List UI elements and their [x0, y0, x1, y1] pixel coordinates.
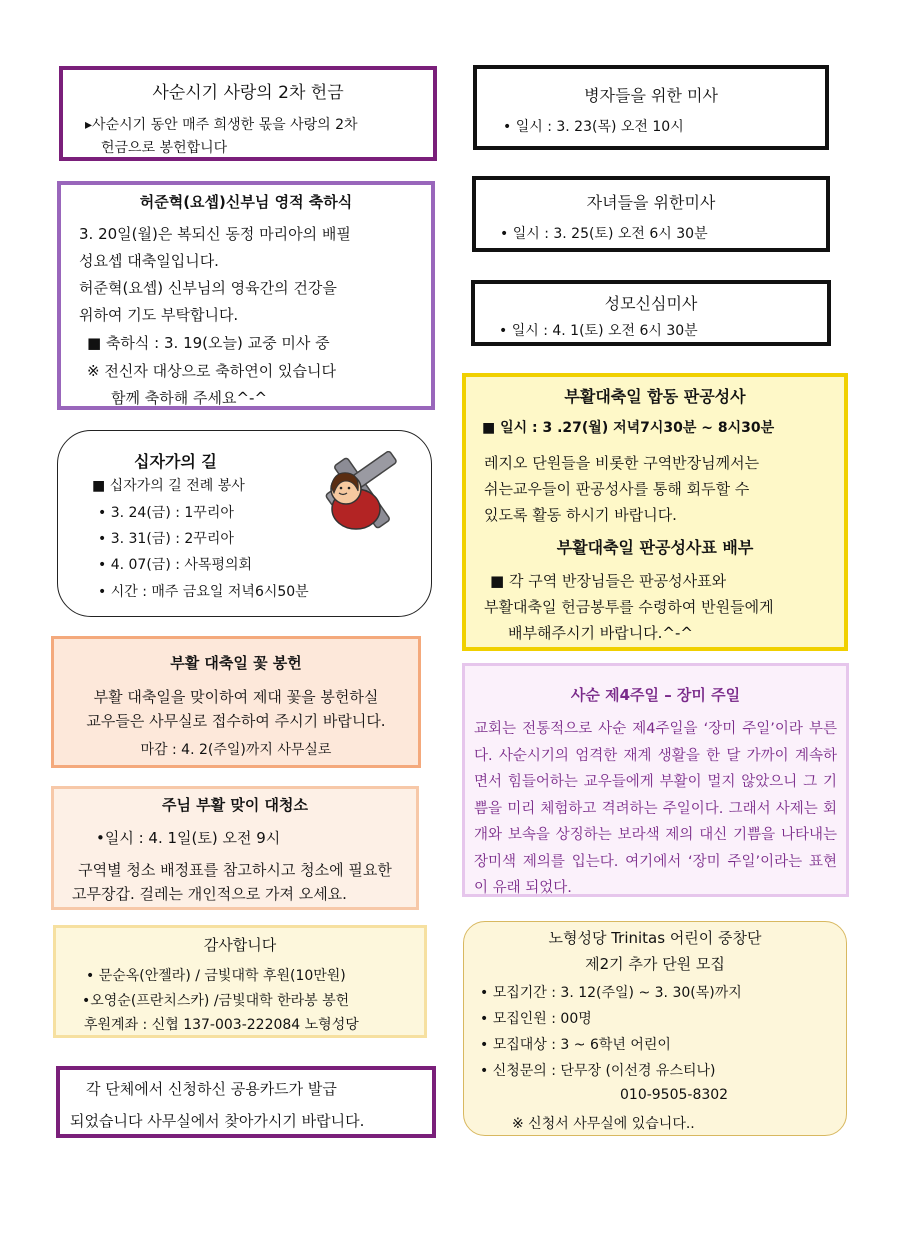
cleaning-line1: 구역별 청소 배정표를 참고하시고 청소에 필요한 — [78, 861, 392, 879]
cards-line2: 되었습니다 사무실에서 찾아가시기 바랍니다. — [70, 1112, 365, 1130]
flower-offering-line2: 교우들은 사무실로 접수하여 주시기 바랍니다. — [86, 712, 386, 730]
lent-offering-line1: ▸사순시기 동안 매주 희생한 몫을 사랑의 2차 — [85, 117, 358, 133]
confession-body: 쉬는교우들이 판공성사를 통해 회두할 수 — [484, 480, 750, 498]
feast-bullet: ■ 축하식 : 3. 19(오늘) 교중 미사 중 — [87, 334, 330, 352]
cross-carrying-illustration-icon — [316, 451, 412, 533]
flower-offering-line1: 부활 대축일을 맞이하여 제대 꽃을 봉헌하실 — [93, 688, 379, 706]
confession-date: ■ 일시 : 3 .27(월) 저녁7시30분 ~ 8시30분 — [482, 420, 775, 436]
confession-subtitle: 부활대축일 판공성사표 배부 — [556, 538, 754, 557]
choir-phone: 010-9505-8302 — [620, 1087, 729, 1103]
rose-sunday-box — [462, 663, 849, 897]
confession-box — [462, 373, 848, 651]
flower-offering-box — [51, 636, 421, 768]
thanks-line1: • 문순옥(안젤라) / 금빛대학 후원(10만원) — [86, 968, 346, 984]
choir-title1: 노형성당 Trinitas 어린이 중창단 — [548, 929, 762, 947]
choir-item: • 신청문의 : 단무장 (이선경 유스티나) — [480, 1063, 716, 1079]
feast-title: 허준혁(요셉)신부님 영적 축하식 — [139, 193, 353, 211]
feast-box — [57, 181, 435, 410]
confession-title: 부활대축일 합동 판공성사 — [564, 387, 746, 406]
thanks-line2: •오영순(프란치스카) /금빛대학 한라봉 봉헌 — [82, 993, 350, 1009]
children-mass-box — [472, 176, 830, 252]
stations-item: • 3. 31(금) : 2꾸리아 — [98, 531, 234, 547]
cards-line1: 각 단체에서 신청하신 공용카드가 발급 — [86, 1080, 337, 1098]
stations-item: • 4. 07(금) : 사목평의회 — [98, 557, 253, 573]
thanks-account: 후원계좌 : 신협 137-003-222084 노형성당 — [84, 1017, 359, 1033]
lent-offering-box — [59, 66, 437, 161]
sick-mass-box — [473, 65, 829, 150]
confession-body: 있도록 활동 하시기 바랍니다. — [484, 506, 677, 524]
stations-sub: ■ 십자가의 길 전례 봉사 — [92, 478, 245, 494]
lent-offering-line2: 헌금으로 봉헌합니다 — [101, 140, 228, 156]
choir-recruit-box — [463, 921, 847, 1136]
feast-line: 성요셉 대축일입니다. — [79, 252, 219, 270]
lent-offering-title: 사순시기 사랑의 2차 헌금 — [152, 83, 344, 103]
choir-item: • 모집기간 : 3. 12(주일) ~ 3. 30(목)까지 — [480, 985, 742, 1001]
feast-note1: ※ 전신자 대상으로 축하연이 있습니다 — [87, 362, 336, 380]
heart-mass-date: • 일시 : 4. 1(토) 오전 6시 30분 — [499, 323, 698, 339]
confession-sub-body: 배부해주시기 바랍니다.^-^ — [508, 624, 693, 642]
cleaning-line2: 고무장갑. 걸레는 개인적으로 가져 오세요. — [72, 885, 347, 903]
cleaning-box — [51, 786, 419, 910]
confession-body: 레지오 단원들을 비롯한 구역반장님께서는 — [484, 454, 760, 472]
cleaning-date: •일시 : 4. 1일(토) 오전 9시 — [96, 829, 281, 847]
choir-item: • 모집인원 : 00명 — [480, 1011, 592, 1027]
stations-title: 십자가의 길 — [134, 452, 217, 471]
feast-note2: 함께 축하해 주세요^-^ — [111, 389, 268, 407]
children-mass-date: • 일시 : 3. 25(토) 오전 6시 30분 — [500, 226, 708, 242]
thanks-title: 감사합니다 — [203, 936, 277, 954]
stations-item: • 시간 : 매주 금요일 저녁6시50분 — [98, 584, 309, 600]
feast-line: 위하여 기도 부탁합니다. — [79, 306, 239, 324]
children-mass-title: 자녀들을 위한미사 — [586, 193, 716, 212]
flower-offering-title: 부활 대축일 꽃 봉헌 — [170, 654, 302, 672]
feast-line: 허준혁(요셉) 신부님의 영육간의 건강을 — [79, 279, 337, 297]
sick-mass-date: • 일시 : 3. 23(목) 오전 10시 — [503, 119, 684, 135]
stations-item: • 3. 24(금) : 1꾸리아 — [98, 505, 234, 521]
choir-note: ※ 신청서 사무실에 있습니다.. — [512, 1116, 695, 1132]
choir-item: • 모집대상 : 3 ~ 6학년 어린이 — [480, 1037, 671, 1053]
cleaning-title: 주님 부활 맞이 대청소 — [161, 796, 309, 814]
flower-offering-deadline: 마감 : 4. 2(주일)까지 사무실로 — [140, 742, 332, 758]
heart-mass-title: 성모신심미사 — [604, 294, 698, 313]
cards-notice-box — [56, 1066, 436, 1138]
feast-line: 3. 20일(월)은 복되신 동정 마리아의 배필 — [79, 225, 351, 243]
thanks-box — [53, 925, 427, 1038]
heart-mass-box — [471, 280, 831, 346]
rose-sunday-title: 사순 제4주일 – 장미 주일 — [570, 686, 741, 704]
confession-sub-body: 부활대축일 헌금봉투를 수령하여 반원들에게 — [484, 598, 774, 616]
rose-sunday-text: 교회는 전통적으로 사순 제4주일을 ‘장미 주일’이라 부른다. 사순시기의 엄격한 재계 생활을 한 달 가까이 계속하면서 힘들어하는 교우들에게 부활이 멀지 않았으니 그 기쁨을 미리 체험하고 격려하는 주일이다. 그래서 사제는 회개와 보속을 상징하는 보라색 제의 대신 기쁨을 나타내는 장미색 제의를 입는다. 여기에서 ‘장미 주일’이라는 표현이 유래 되었다. — [474, 721, 837, 896]
confession-sub-body: ■ 각 구역 반장님들은 판공성사표와 — [490, 572, 727, 590]
sick-mass-title: 병자들을 위한 미사 — [584, 86, 718, 105]
choir-title2: 제2기 추가 단원 모집 — [585, 955, 725, 973]
